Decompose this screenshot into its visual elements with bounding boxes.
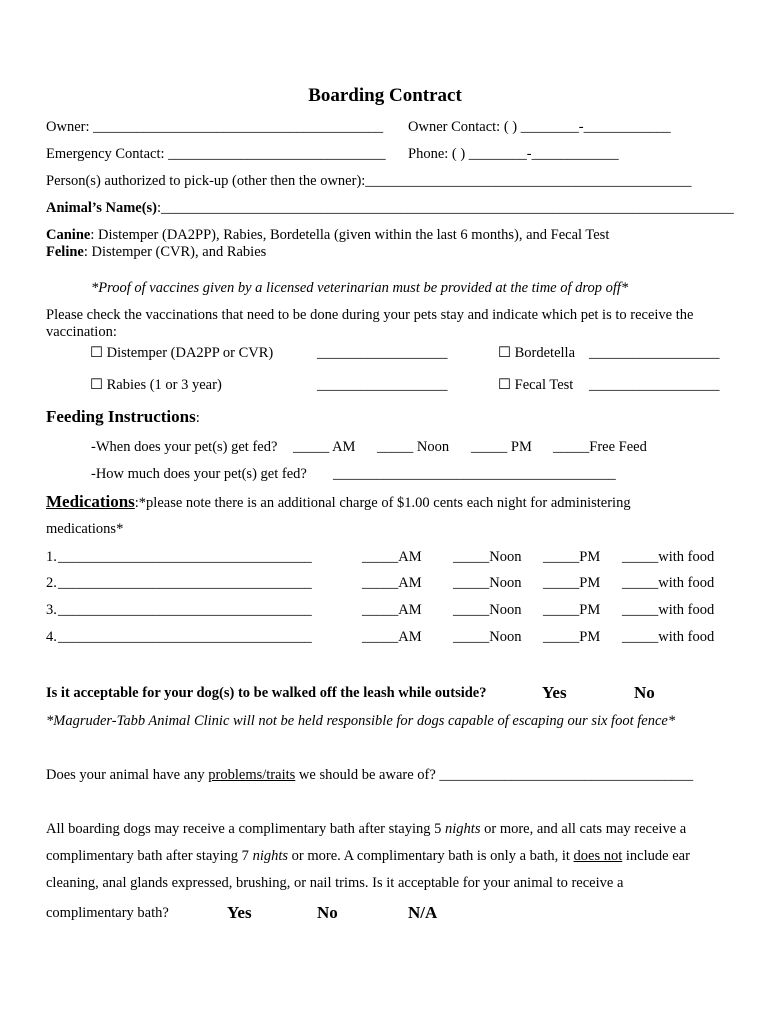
medication-name-field[interactable]: ___________________________________ bbox=[58, 575, 312, 591]
medication-am-field[interactable]: _____AM bbox=[362, 602, 422, 618]
bath-l1-a: All boarding dogs may receive a complimentary bath after staying 5 bbox=[46, 821, 446, 837]
checkbox-fecal-test[interactable]: ☐ Fecal Test bbox=[498, 377, 574, 393]
feeding-heading-colon: : bbox=[195, 410, 200, 426]
emergency-contact-field[interactable]: Emergency Contact: ______________________________ bbox=[46, 146, 386, 162]
bath-l2-c: include ear bbox=[622, 848, 690, 864]
medication-pm-field[interactable]: _____PM bbox=[543, 575, 601, 591]
leash-question: Is it acceptable for your dog(s) to be walked off the leash while outside? bbox=[46, 685, 487, 701]
medications-heading bbox=[46, 492, 631, 512]
bath-yes-option[interactable]: Yes bbox=[227, 903, 252, 922]
feeding-pm-field[interactable]: _____ PM bbox=[471, 439, 532, 455]
medication-num: 2. bbox=[46, 575, 57, 591]
medication-with-food-field[interactable]: _____with food bbox=[622, 602, 715, 618]
feeding-noon-field[interactable]: _____ Noon bbox=[377, 439, 450, 455]
distemper-pet-line[interactable]: __________________ bbox=[317, 345, 448, 361]
medication-noon-field[interactable]: _____Noon bbox=[453, 575, 522, 591]
checkbox-distemper[interactable]: ☐ Distemper (DA2PP or CVR) bbox=[90, 345, 274, 361]
feline-label: Feline bbox=[46, 244, 84, 260]
problems-underlined: problems/traits bbox=[208, 767, 296, 783]
medication-pm-field[interactable]: _____PM bbox=[543, 602, 601, 618]
animal-names-line: :_______________________________________________________________________________ bbox=[157, 200, 734, 216]
bath-l2-nights: nights bbox=[252, 848, 289, 864]
medication-am-field[interactable]: _____AM bbox=[362, 549, 422, 565]
problems-prefix: Does your animal have any bbox=[46, 767, 209, 783]
medication-with-food-field[interactable]: _____with food bbox=[622, 575, 715, 591]
medication-pm-field[interactable]: _____PM bbox=[543, 629, 601, 645]
medication-num: 3. bbox=[46, 602, 57, 618]
medication-am-field[interactable]: _____AM bbox=[362, 575, 422, 591]
vaccine-check-instruction-1: Please check the vaccinations that need to be done during your pets stay and indicate which pet is to receive the bbox=[46, 307, 694, 323]
feeding-am-field[interactable]: _____ AM bbox=[293, 439, 356, 455]
medication-noon-field[interactable]: _____Noon bbox=[453, 629, 522, 645]
feeding-heading bbox=[46, 407, 200, 427]
feeding-when-label: -When does your pet(s) get fed? bbox=[91, 439, 278, 455]
page-title: Boarding Contract bbox=[308, 85, 462, 106]
leash-yes-option[interactable]: Yes bbox=[542, 683, 567, 702]
problems-traits-field[interactable] bbox=[46, 767, 693, 784]
bath-l1-b: or more, and all cats may receive a bbox=[480, 821, 687, 837]
canine-label: Canine bbox=[46, 227, 91, 243]
medication-am-field[interactable]: _____AM bbox=[362, 629, 422, 645]
feeding-free-feed-field[interactable]: _____Free Feed bbox=[553, 439, 647, 455]
bath-l1-nights: nights bbox=[445, 821, 481, 837]
leash-disclaimer: *Magruder-Tabb Animal Clinic will not be held responsible for dogs capable of escaping our six foot fence* bbox=[46, 713, 676, 729]
bath-l2-a: complimentary bath after staying 7 bbox=[46, 848, 253, 864]
leash-no-option[interactable]: No bbox=[634, 683, 655, 702]
bath-l2-b: or more. A complimentary bath is only a bath, it bbox=[288, 848, 574, 864]
phone-field[interactable]: Phone: ( ) ________-____________ bbox=[408, 146, 619, 162]
problems-suffix: we should be aware of? ___________________________________ bbox=[295, 767, 694, 783]
bath-paragraph-line-1 bbox=[46, 821, 686, 838]
medication-name-field[interactable]: ___________________________________ bbox=[58, 549, 312, 565]
medication-with-food-field[interactable]: _____with food bbox=[622, 629, 715, 645]
medication-name-field[interactable]: ___________________________________ bbox=[58, 629, 312, 645]
feline-vaccine-line bbox=[46, 244, 266, 261]
bath-question: complimentary bath? bbox=[46, 905, 169, 921]
vaccine-check-instruction-2: vaccination: bbox=[46, 324, 117, 340]
animal-names-label: Animal’s Name(s) bbox=[46, 200, 158, 216]
animal-names-field[interactable] bbox=[46, 200, 734, 217]
bordetella-pet-line[interactable]: __________________ bbox=[589, 345, 720, 361]
vaccine-proof-note: *Proof of vaccines given by a licensed veterinarian must be provided at the time of drop off* bbox=[91, 280, 629, 296]
bath-l2-does-not: does not bbox=[573, 848, 623, 864]
pickup-authorized-field[interactable]: Person(s) authorized to pick-up (other then the owner):_____________________________________________ bbox=[46, 173, 692, 189]
owner-contact-field[interactable]: Owner Contact: ( ) ________-____________ bbox=[408, 119, 671, 135]
canine-vaccine-line bbox=[46, 227, 609, 244]
rabies-pet-line[interactable]: __________________ bbox=[317, 377, 448, 393]
medication-num: 4. bbox=[46, 629, 57, 645]
medication-with-food-field[interactable]: _____with food bbox=[622, 549, 715, 565]
bath-paragraph-line-2 bbox=[46, 848, 690, 865]
medication-noon-field[interactable]: _____Noon bbox=[453, 549, 522, 565]
bath-na-option[interactable]: N/A bbox=[408, 903, 438, 922]
medication-num: 1. bbox=[46, 549, 57, 565]
canine-text: : Distemper (DA2PP), Rabies, Bordetella (given within the last 6 months), and Fecal Test bbox=[90, 227, 610, 243]
fecal-test-pet-line[interactable]: __________________ bbox=[589, 377, 720, 393]
checkbox-bordetella[interactable]: ☐ Bordetella bbox=[498, 345, 576, 361]
owner-field[interactable]: Owner: ________________________________________ bbox=[46, 119, 384, 135]
feeding-how-much-field[interactable]: _______________________________________ bbox=[333, 466, 616, 482]
checkbox-rabies[interactable]: ☐ Rabies (1 or 3 year) bbox=[90, 377, 222, 393]
feeding-heading-text: Feeding Instructions bbox=[46, 407, 196, 426]
medication-noon-field[interactable]: _____Noon bbox=[453, 602, 522, 618]
bath-paragraph-line-3: cleaning, anal glands expressed, brushing, or nail trims. Is it acceptable for your animal to receive a bbox=[46, 875, 624, 891]
medications-note-2: medications* bbox=[46, 521, 124, 537]
medication-pm-field[interactable]: _____PM bbox=[543, 549, 601, 565]
feline-text: : Distemper (CVR), and Rabies bbox=[83, 244, 267, 260]
medication-name-field[interactable]: ___________________________________ bbox=[58, 602, 312, 618]
medications-heading-text: Medications bbox=[46, 492, 135, 511]
feeding-how-much-label: -How much does your pet(s) get fed? bbox=[91, 466, 307, 482]
medications-note-1: :*please note there is an additional charge of $1.00 cents each night for administering bbox=[134, 495, 631, 511]
bath-no-option[interactable]: No bbox=[317, 903, 338, 922]
